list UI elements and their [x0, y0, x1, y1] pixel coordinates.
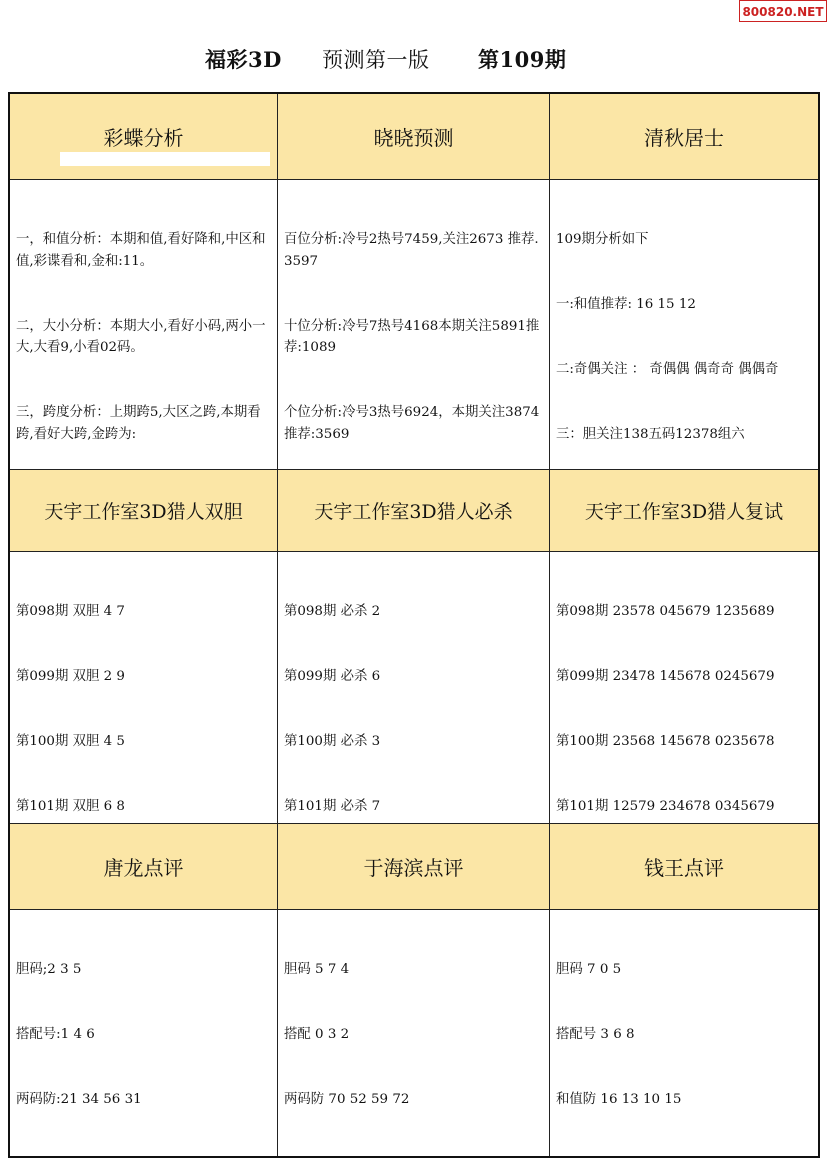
text-line: 胆码;2 3 5: [16, 962, 82, 978]
list-item: 第100期 双胆 4 5: [16, 733, 125, 749]
text-line: 胆码 7 0 5: [556, 962, 622, 978]
text-line: [556, 1154, 812, 1156]
title-part-edition: 预测第一版: [322, 48, 430, 72]
redaction-bar: [60, 152, 270, 166]
text-line: 搭配号:1 4 6: [16, 1026, 95, 1042]
body-qingqiu: [550, 180, 818, 470]
text-line: [284, 1154, 543, 1156]
body-yuhaibin: [278, 910, 550, 1156]
list-item: 第100期 必杀 3: [284, 733, 381, 749]
header-qianwang: [550, 824, 818, 910]
header-caidie: [10, 94, 278, 180]
body-retest-list: [550, 552, 818, 824]
prediction-grid: [8, 92, 820, 1158]
list-item: 第098期 23578 045679 1235689: [556, 604, 775, 620]
header-label: 天宇工作室3D猎人双胆: [44, 501, 243, 523]
text-line: 搭配号 3 6 8: [556, 1026, 635, 1042]
header-label: 天宇工作室3D猎人必杀: [314, 501, 513, 523]
text-line: 个位分析:冷号3热号6924，本期关注3874 推荐:3569: [284, 404, 540, 442]
list-item: 第099期 双胆 2 9: [16, 668, 125, 684]
text-line: 百位分析:冷号2热号7459,关注2673 推荐.3597: [284, 232, 539, 269]
text-line: 胆码 5 7 4: [284, 962, 350, 978]
text-line: 三：胆关注138五码12378组六: [556, 426, 745, 442]
text-line: 一，和值分析：本期和值,看好降和,中区和值,彩谍看和,金和:11。: [16, 232, 266, 269]
header-label: 彩蝶分析: [103, 126, 184, 150]
body-caidie: [10, 180, 278, 470]
header-label: 唐龙点评: [103, 856, 184, 880]
header-tianyu-double: [10, 470, 278, 552]
text-line: [16, 1154, 271, 1156]
list-item: 第101期 必杀 7: [284, 798, 381, 814]
text-line: 二，大小分析：本期大小,看好小码,两小一大,大看9,小看02码。: [16, 318, 266, 356]
header-label: 晓晓预测: [373, 126, 454, 150]
text-line: 二:奇偶关注 ： 奇偶偶 偶奇奇 偶偶奇: [556, 361, 779, 377]
list-item: 第099期 必杀 6: [284, 668, 381, 684]
list-item: 第100期 23568 145678 0235678: [556, 733, 775, 749]
header-label: 清秋居士: [644, 126, 724, 150]
body-kill-list: [278, 552, 550, 824]
list-item: 第101期 12579 234678 0345679: [556, 798, 775, 814]
body-tanglong: [10, 910, 278, 1156]
header-label: 钱王点评: [644, 856, 724, 880]
body-double-list: [10, 552, 278, 824]
header-qingqiu: [550, 94, 818, 180]
header-label: 天宇工作室3D猎人复试: [584, 501, 784, 523]
text-line: 十位分析:冷号7热号4168本期关注5891推荐:1089: [284, 318, 540, 356]
title-part-lottery: 福彩3D: [205, 47, 282, 72]
body-qianwang: [550, 910, 818, 1156]
text-line: 一:和值推荐: 16 15 12: [556, 296, 696, 312]
text-line: 搭配 0 3 2: [284, 1026, 350, 1042]
header-tanglong: [10, 824, 278, 910]
list-item: 第098期 必杀 2: [284, 604, 381, 620]
list-item: 第098期 双胆 4 7: [16, 604, 125, 620]
text-line: 两码防 70 52 59 72: [284, 1091, 410, 1107]
text-line: 三，跨度分析：上期跨5,大区之跨,本期看跨,看好大跨,金跨为:: [16, 404, 261, 442]
list-item: 第099期 23478 145678 0245679: [556, 668, 775, 684]
title-part-issue: 第109期: [478, 47, 567, 72]
text-line: 109期分析如下: [556, 232, 649, 248]
text-line: 两码防:21 34 56 31: [16, 1091, 142, 1107]
header-tianyu-kill: [278, 470, 550, 552]
header-xiaoxiao: [278, 94, 550, 180]
list-item: 第101期 双胆 6 8: [16, 798, 125, 814]
header-tianyu-retest: [550, 470, 818, 552]
header-yuhaibin: [278, 824, 550, 910]
text-line: 和值防 16 13 10 15: [556, 1091, 682, 1107]
header-label: 于海滨点评: [363, 856, 464, 880]
body-xiaoxiao: [278, 180, 550, 470]
watermark: 800820.NET: [739, 0, 827, 22]
